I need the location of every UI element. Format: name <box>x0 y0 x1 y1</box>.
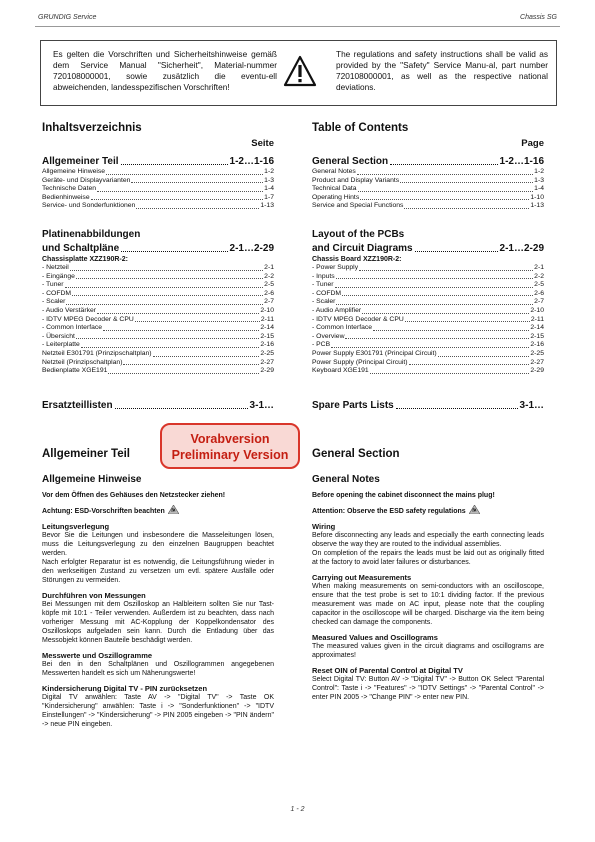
toc-entry-title: Service- und Sonderfunktionen <box>42 202 136 210</box>
toc-entry-page: 1-2 <box>534 168 544 175</box>
section-heading: General Section <box>312 448 400 460</box>
wiring-text-1: Bevor Sie die Leitungen und insbesondere die Masseleitungen lösen, muss die Leitungsverlegung zu den einzelnen Baugruppen beachtet werden. <box>42 532 274 557</box>
pin-reset-text: Select Digital TV: Button AV -> "Digital TV" -> Button OK Select "Parental Control": Taste i -> "Features" -> "IDTV Settings" -> "Parental Control" -> enter PIN 2005 -> "Change PIN" -> enter new PIN. <box>312 676 544 701</box>
toc-entry[interactable] <box>42 177 274 186</box>
toc-entry[interactable] <box>312 264 544 273</box>
toc-entry-page: 2-27 <box>530 358 544 366</box>
toc-entry[interactable] <box>42 341 274 350</box>
values-text: The measured values given in the circuit diagrams and oscillograms are approximates! <box>312 643 544 659</box>
toc-entry-page: 2-5 <box>264 281 274 289</box>
toc-entry-title: Allgemeine Hinweise <box>42 168 106 175</box>
esd-warning: Achtung: ESD-Vorschriften beachten <box>42 505 274 516</box>
toc-entry[interactable] <box>312 367 544 376</box>
toc-entry-page: 2-6 <box>534 289 544 297</box>
toc-entry-title: General Notes <box>312 168 356 175</box>
toc-entry[interactable] <box>312 316 544 325</box>
toc-entry[interactable] <box>312 341 544 350</box>
toc-entry-page: 2-7 <box>264 298 274 306</box>
toc-entry[interactable] <box>42 168 274 177</box>
toc-entry-page: 2-25 <box>530 349 544 357</box>
toc-entry[interactable] <box>312 307 544 316</box>
wiring-text-2: Nach erfolgter Reparatur ist es notwendig, die Leitungsführung wieder in den werkseitigen Zustand zu versetzen um evtl. spätere Ausfälle oder Störungen zu vermeiden. <box>42 559 274 584</box>
toc-entry-title: Bedienplatte XGE191 <box>42 367 108 375</box>
toc-entry[interactable] <box>42 194 274 203</box>
toc-entry-page: 2-2 <box>534 272 544 280</box>
toc-section-general[interactable]: General Section 1-2…1-16 <box>312 156 544 167</box>
toc-title: Inhaltsverzeichnis <box>42 122 142 134</box>
toc-entry-page: 1-13 <box>260 202 274 210</box>
toc-pcb-list <box>42 264 274 376</box>
warning-triangle-icon <box>283 55 317 87</box>
toc-entry-title: Technical Data <box>312 185 357 193</box>
toc-entry-page: 2-25 <box>260 349 274 357</box>
toc-entry-page: 2-15 <box>530 332 544 340</box>
toc-entry-page: 2-1 <box>534 263 544 271</box>
toc-entry[interactable] <box>42 185 274 194</box>
values-text: Bei den in den Schaltplänen und Oszillogrammen angegebenen Messwerten handelt es sich um Näherungswerte! <box>42 661 274 677</box>
toc-entry[interactable] <box>42 367 274 376</box>
toc-page-label: Page <box>521 138 544 149</box>
toc-entry[interactable] <box>42 324 274 333</box>
toc-entry[interactable] <box>312 333 544 342</box>
section-heading: Allgemeiner Teil <box>42 448 130 460</box>
notes-heading: Allgemeine Hinweise <box>42 474 142 485</box>
toc-entry[interactable] <box>312 185 544 194</box>
measurements-text: Bei Messungen mit dem Oszilloskop an Halbleitern sollten Sie nur Tast-köpfe mit 10:1 - Teiler verwenden. Außerdem ist zu beachten, dass nach vorheriger Messung mit AC-Kopplung der Koppelkondensator des Oszilloskops aufgeladen sein kann. Durch die Entladung über das Messobjekt können Bauteile beschädigt werden. <box>42 601 274 644</box>
toc-entry[interactable] <box>42 316 274 325</box>
safety-notice-box <box>40 40 557 106</box>
toc-entry-title: Operating Hints <box>312 193 360 201</box>
measurements-text: When making measurements on semi-conductors with an oscilloscope, ensure that the test probe is set to 10:1 dividing factor. If the previous measurement was made on AC input, please note that the coupling capacitor in the oscilloscope will be charged. Discharge via the item being checked can damage the components. <box>312 583 544 626</box>
page-header <box>35 14 560 27</box>
toc-entry-title: Bedienhinweise <box>42 193 90 201</box>
pin-reset-text: Digital TV anwählen: Taste AV -> "Digital TV" -> Taste OK "Kindersicherung" anwählen: Taste i -> "Sonderfunktionen" -> "IDTV Einstellungen" -> "Kindersicherung" -> PIN 2005 eingeben -> "PIN ändern" -> neue PIN eingeben. <box>42 694 274 728</box>
toc-entry-title: - Scaler <box>312 298 336 306</box>
toc-entry[interactable] <box>312 290 544 299</box>
toc-entry-title: Keyboard XGE191 <box>312 367 369 375</box>
header-chassis: Chassis SG <box>520 14 557 21</box>
toc-entry[interactable] <box>312 359 544 368</box>
toc-entry-page: 2-1 <box>264 263 274 271</box>
mains-warning: Before opening the cabinet disconnect the mains plug! <box>312 492 495 499</box>
toc-general-list <box>312 168 544 211</box>
toc-entry[interactable] <box>312 281 544 290</box>
toc-section-pcb[interactable]: and Circuit Diagrams 2-1…2-29 <box>312 242 544 254</box>
toc-entry-page: 2-5 <box>534 281 544 289</box>
toc-entry-title: - Common Interface <box>312 324 373 332</box>
toc-entry-title: - PCB <box>312 341 331 349</box>
toc-entry-page: 2-10 <box>530 306 544 314</box>
notes-heading: General Notes <box>312 474 380 485</box>
toc-entry-title: - IDTV MPEG Decoder & CPU <box>312 315 404 323</box>
toc-entry-page: 1-7 <box>264 193 274 201</box>
toc-general-list <box>42 168 274 211</box>
toc-entry-page: 2-14 <box>260 324 274 332</box>
toc-entry-title: - Inputs <box>312 272 335 280</box>
toc-entry[interactable] <box>42 333 274 342</box>
toc-entry-page: 2-29 <box>530 367 544 375</box>
toc-title: Table of Contents <box>312 122 409 134</box>
esd-warning: Attention: Observe the ESD safety regulations <box>312 505 544 516</box>
toc-entry-title: - Netzteil <box>42 263 69 271</box>
toc-entry-page: 2-7 <box>534 298 544 306</box>
toc-entry-title: - Overview <box>312 332 345 340</box>
wiring-heading: Wiring <box>312 522 336 531</box>
toc-entry-page: 1-2 <box>264 168 274 175</box>
toc-entry[interactable] <box>312 177 544 186</box>
toc-entry-page: 2-10 <box>260 306 274 314</box>
toc-entry-page: 1-4 <box>264 185 274 193</box>
page-number: 1 - 2 <box>290 806 305 813</box>
toc-entry[interactable] <box>42 290 274 299</box>
toc-entry[interactable] <box>312 202 544 211</box>
toc-entry-page: 2-11 <box>260 315 274 323</box>
toc-entry[interactable] <box>42 350 274 359</box>
toc-entry-page: 2-29 <box>260 367 274 375</box>
toc-section-pcb[interactable]: und Schaltpläne 2-1…2-29 <box>42 242 274 254</box>
toc-entry-title: Technische Daten <box>42 185 97 193</box>
toc-entry[interactable] <box>42 298 274 307</box>
toc-entry-page: 2-11 <box>530 315 544 323</box>
toc-entry-page: 2-27 <box>260 358 274 366</box>
toc-entry-title: - Leiterplatte <box>42 341 80 349</box>
toc-entry-title: - Tuner <box>312 281 334 289</box>
toc-entry-page: 1-10 <box>530 193 544 201</box>
toc-entry-title: Geräte- und Displayvarianten <box>42 176 131 184</box>
toc-entry-title: - COFDM <box>42 289 72 297</box>
values-heading: Measured Values and Oscillograms <box>312 633 438 642</box>
stamp-line-de: Vorabversion <box>190 432 270 446</box>
toc-german <box>42 122 274 412</box>
toc-entry[interactable] <box>312 298 544 307</box>
toc-entry-page: 2-6 <box>264 289 274 297</box>
toc-entry-page: 1-13 <box>530 202 544 210</box>
esd-hand-icon <box>469 505 480 514</box>
mains-warning: Vor dem Öffnen des Gehäuses den Netzstecker ziehen! <box>42 492 226 499</box>
toc-entry-title: - Audio Amplifier <box>312 306 362 314</box>
toc-entry-page: 2-2 <box>264 272 274 280</box>
toc-entry-page: 2-16 <box>260 341 274 349</box>
wiring-heading: Leitungsverlegung <box>42 522 110 531</box>
toc-entry-title: Power Supply E301791 (Principal Circuit) <box>312 349 437 357</box>
toc-pcb-title: Layout of the PCBs <box>312 228 405 240</box>
toc-entry[interactable] <box>312 194 544 203</box>
toc-entry-title: - Common Interface <box>42 324 103 332</box>
toc-entry-title: - Power Supply <box>312 263 359 271</box>
toc-entry-page: 1-3 <box>534 176 544 184</box>
toc-chassis-label: Chassisplatte XZZ190R-2: <box>42 255 128 263</box>
toc-chassis-label: Chassis Board XZZ190R-2: <box>312 255 402 263</box>
toc-entry-title: - Eingänge <box>42 272 75 280</box>
measurements-heading: Durchführen von Messungen <box>42 591 146 600</box>
toc-entry[interactable] <box>42 307 274 316</box>
toc-page-label: Seite <box>251 138 274 149</box>
values-heading: Messwerte und Oszillogramme <box>42 651 153 660</box>
toc-entry-title: Service and Special Functions <box>312 202 404 210</box>
toc-entry-page: 2-14 <box>530 324 544 332</box>
toc-entry-title: Product and Display Variants <box>312 176 400 184</box>
toc-entry[interactable] <box>312 324 544 333</box>
toc-entry[interactable] <box>42 359 274 368</box>
toc-entry-page: 2-15 <box>260 332 274 340</box>
toc-entry[interactable] <box>42 202 274 211</box>
stamp-line-en: Preliminary Version <box>171 448 289 462</box>
pin-reset-heading: Kindersicherung Digital TV - PIN zurücksetzen <box>42 684 208 693</box>
header-brand: GRUNDIG Service <box>38 14 97 21</box>
toc-section-spare[interactable]: Ersatzteillisten 3-1… <box>42 399 274 411</box>
toc-entry-page: 2-16 <box>530 341 544 349</box>
toc-section-spare[interactable]: Spare Parts Lists 3-1… <box>312 399 544 411</box>
toc-entry-title: Netzteil E301791 (Prinzipschaltplan) <box>42 349 152 357</box>
toc-entry[interactable] <box>312 273 544 282</box>
toc-entry-title: - Audio Verstärker <box>42 306 97 314</box>
toc-entry[interactable] <box>42 281 274 290</box>
safety-notice-de: Es gelten die Vorschriften und Sicherheitshinweise gemäß dem Service Manual "Sicherheit", Material-nummer 720108000001, sowie zusätzlich die eventu-ell abweichenden, landesspezifischen Vorschriften! <box>53 49 277 92</box>
general-section-de <box>42 448 274 729</box>
toc-entry[interactable] <box>42 273 274 282</box>
pin-reset-heading: Reset OIN of Parental Control at Digital TV <box>312 666 463 675</box>
measurements-heading: Carrying out Measurements <box>312 573 412 582</box>
toc-entry-title: - Tuner <box>42 281 64 289</box>
esd-hand-icon <box>168 505 179 514</box>
toc-entry-page: 1-3 <box>264 176 274 184</box>
toc-entry-title: - Scaler <box>42 298 66 306</box>
toc-pcb-list <box>312 264 544 376</box>
toc-english <box>312 122 544 412</box>
toc-entry-title: - IDTV MPEG Decoder & CPU <box>42 315 134 323</box>
toc-pcb-title: Platinenabbildungen <box>42 228 141 240</box>
general-section-en <box>312 448 544 702</box>
toc-entry[interactable] <box>42 264 274 273</box>
toc-entry[interactable] <box>312 168 544 177</box>
toc-entry-title: Netzteil (Prinzipschaltplan) <box>42 358 123 366</box>
wiring-text-2: On completion of the repairs the leads must be laid out as originally fitted at the factory to avoid later failures or disturbances. <box>312 550 544 566</box>
toc-entry-title: Power Supply (Principal Circuit) <box>312 358 408 366</box>
toc-entry-title: - Übersicht <box>42 332 75 340</box>
toc-entry-title: - COFDM <box>312 289 342 297</box>
toc-section-general[interactable]: Allgemeiner Teil 1-2…1-16 <box>42 156 274 167</box>
safety-notice-en: The regulations and safety instructions shall be valid as provided by the "Safety" Service Manu-al, part number 720108000001, as well as the respective national deviations. <box>336 49 548 92</box>
toc-entry[interactable] <box>312 350 544 359</box>
toc-entry-page: 1-4 <box>534 185 544 193</box>
wiring-text-1: Before disconnecting any leads and especially the earth connecting leads observe the way they are routed to the individual assemblies. <box>312 532 544 548</box>
